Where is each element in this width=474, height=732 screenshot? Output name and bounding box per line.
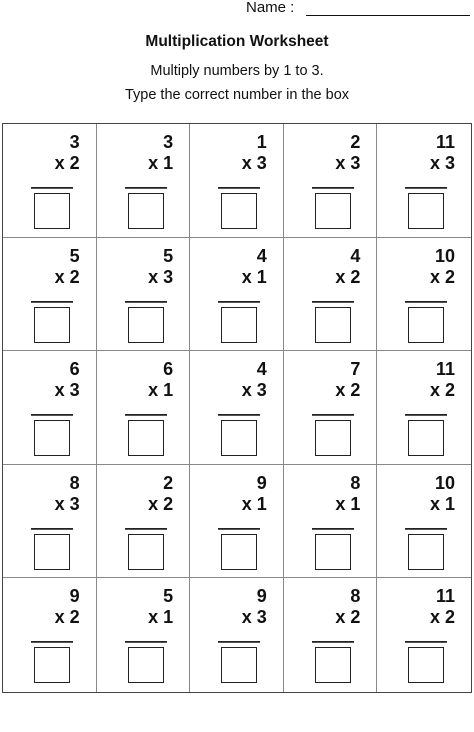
- multiplicand: 8: [69, 472, 80, 493]
- answer-input[interactable]: [221, 647, 257, 683]
- answer-input[interactable]: [128, 647, 164, 683]
- name-field-line[interactable]: [306, 5, 470, 16]
- name-row: [246, 0, 470, 16]
- problem-cell: [190, 578, 284, 692]
- answer-rule: [31, 414, 73, 415]
- multiplicand: 5: [163, 245, 174, 266]
- multiplicand: 5: [163, 586, 174, 607]
- multiplier: x 3: [241, 380, 267, 401]
- problem-cell: [377, 578, 471, 692]
- multiplicand: 8: [350, 472, 361, 493]
- problem-cell: [284, 238, 378, 352]
- multiplier: x 1: [241, 266, 267, 287]
- problem-cell: [190, 351, 284, 465]
- problem-cell: [97, 351, 191, 465]
- problem-cell: [3, 124, 97, 238]
- answer-input[interactable]: [315, 307, 351, 343]
- answer-input[interactable]: [128, 534, 164, 570]
- answer-input[interactable]: [34, 193, 70, 229]
- multiplicand: 6: [163, 359, 174, 380]
- multiplier: x 1: [148, 607, 174, 628]
- answer-input[interactable]: [315, 193, 351, 229]
- answer-input[interactable]: [221, 534, 257, 570]
- answer-rule: [125, 414, 167, 415]
- answer-rule: [218, 528, 260, 529]
- answer-input[interactable]: [34, 420, 70, 456]
- multiplicand: 4: [256, 359, 267, 380]
- multiplier: x 2: [429, 380, 455, 401]
- multiplier: x 2: [54, 607, 80, 628]
- multiplier: x 1: [429, 493, 455, 514]
- multiplicand: 9: [256, 586, 267, 607]
- multiplier: x 2: [335, 380, 361, 401]
- multiplier: x 2: [335, 266, 361, 287]
- answer-input[interactable]: [408, 420, 444, 456]
- multiplier: x 2: [335, 607, 361, 628]
- answer-input[interactable]: [408, 534, 444, 570]
- instructions-line-2: Type the correct number in the box: [124, 87, 350, 103]
- multiplier: x 2: [148, 493, 174, 514]
- problem-cell: [190, 465, 284, 579]
- multiplier: x 2: [429, 266, 455, 287]
- multiplicand: 5: [69, 245, 80, 266]
- answer-input[interactable]: [34, 307, 70, 343]
- multiplicand: 4: [350, 245, 361, 266]
- answer-rule: [405, 187, 447, 188]
- answer-input[interactable]: [221, 193, 257, 229]
- multiplier: x 1: [335, 493, 361, 514]
- answer-rule: [125, 187, 167, 188]
- answer-rule: [31, 528, 73, 529]
- problem-cell: [377, 465, 471, 579]
- multiplier: x 3: [148, 266, 174, 287]
- answer-rule: [312, 301, 354, 302]
- problem-cell: [3, 351, 97, 465]
- problem-cell: [377, 124, 471, 238]
- multiplicand: 10: [434, 472, 455, 493]
- problem-cell: [284, 124, 378, 238]
- answer-rule: [405, 528, 447, 529]
- answer-input[interactable]: [408, 193, 444, 229]
- multiplier: x 1: [148, 153, 174, 173]
- answer-input[interactable]: [34, 647, 70, 683]
- answer-rule: [125, 301, 167, 302]
- problem-grid: [2, 123, 472, 693]
- problem-cell: [284, 578, 378, 692]
- multiplier: x 3: [241, 153, 267, 173]
- multiplicand: 8: [350, 586, 361, 607]
- multiplier: x 2: [429, 607, 455, 628]
- multiplier: x 2: [54, 153, 80, 173]
- problem-cell: [3, 465, 97, 579]
- answer-rule: [405, 641, 447, 642]
- answer-rule: [218, 187, 260, 188]
- answer-rule: [312, 187, 354, 188]
- problem-cell: [190, 238, 284, 352]
- name-label: Name :: [246, 0, 295, 16]
- answer-rule: [405, 414, 447, 415]
- problem-cell: [284, 351, 378, 465]
- problem-cell: [284, 465, 378, 579]
- answer-rule: [218, 414, 260, 415]
- problem-cell: [3, 578, 97, 692]
- answer-rule: [312, 528, 354, 529]
- multiplier: x 2: [54, 266, 80, 287]
- answer-rule: [218, 641, 260, 642]
- answer-rule: [125, 641, 167, 642]
- multiplier: x 3: [335, 153, 361, 173]
- answer-rule: [218, 301, 260, 302]
- multiplicand: 10: [434, 245, 455, 266]
- problem-cell: [377, 238, 471, 352]
- instructions-line-1: Multiply numbers by 1 to 3.: [150, 63, 324, 79]
- multiplicand: 1: [256, 132, 267, 152]
- problem-cell: [3, 238, 97, 352]
- answer-input[interactable]: [221, 420, 257, 456]
- multiplicand: 4: [256, 245, 267, 266]
- multiplier: x 1: [241, 493, 267, 514]
- multiplicand: 3: [69, 132, 80, 152]
- multiplicand: 9: [69, 586, 80, 607]
- multiplier: x 3: [429, 153, 455, 173]
- problem-cell: [190, 124, 284, 238]
- answer-rule: [31, 187, 73, 188]
- answer-input[interactable]: [128, 420, 164, 456]
- multiplicand: 6: [69, 359, 80, 380]
- multiplier: x 1: [148, 380, 174, 401]
- answer-input[interactable]: [221, 307, 257, 343]
- answer-rule: [405, 301, 447, 302]
- multiplicand: 2: [163, 472, 174, 493]
- answer-input[interactable]: [34, 534, 70, 570]
- answer-rule: [312, 641, 354, 642]
- answer-rule: [31, 301, 73, 302]
- multiplier: x 3: [54, 380, 80, 401]
- answer-input[interactable]: [408, 307, 444, 343]
- answer-input[interactable]: [408, 647, 444, 683]
- answer-input[interactable]: [315, 420, 351, 456]
- multiplicand: 3: [163, 132, 174, 152]
- multiplicand: 7: [350, 359, 361, 380]
- problem-cell: [97, 578, 191, 692]
- answer-input[interactable]: [128, 307, 164, 343]
- multiplicand: 11: [435, 586, 455, 607]
- multiplicand: 11: [435, 132, 455, 152]
- multiplier: x 3: [54, 493, 80, 514]
- answer-input[interactable]: [315, 647, 351, 683]
- problem-cell: [97, 238, 191, 352]
- multiplicand: 9: [256, 472, 267, 493]
- answer-input[interactable]: [315, 534, 351, 570]
- problem-cell: [97, 124, 191, 238]
- worksheet-title: Multiplication Worksheet: [145, 33, 329, 50]
- answer-rule: [125, 528, 167, 529]
- answer-input[interactable]: [128, 193, 164, 229]
- multiplicand: 11: [435, 359, 455, 380]
- multiplier: x 3: [241, 607, 267, 628]
- answer-rule: [31, 641, 73, 642]
- problem-cell: [377, 351, 471, 465]
- multiplicand: 2: [350, 132, 361, 152]
- problem-cell: [97, 465, 191, 579]
- answer-rule: [312, 414, 354, 415]
